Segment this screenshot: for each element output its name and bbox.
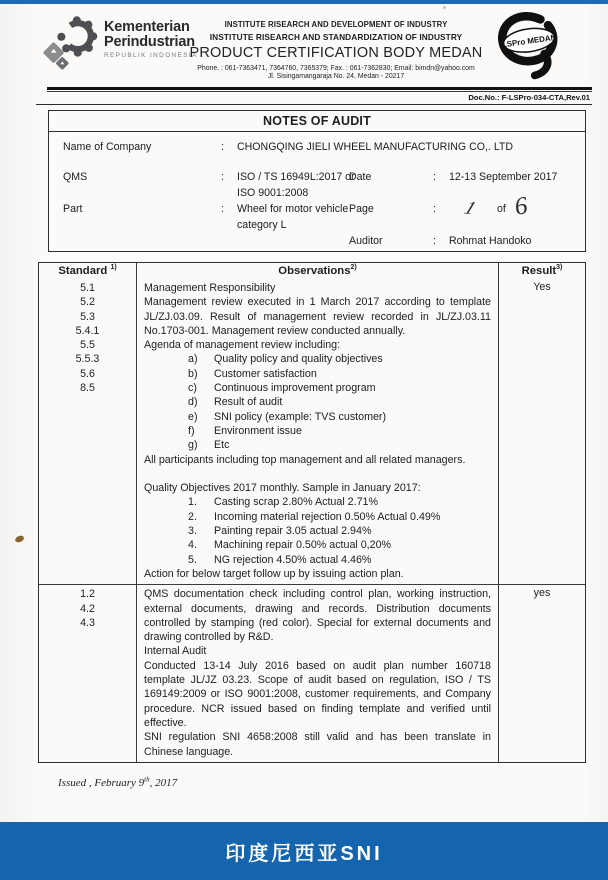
auditor-value: Rohmat Handoko (449, 235, 532, 247)
standard-code: 5.6 (80, 367, 95, 380)
observation-list-item (144, 510, 491, 524)
list-text: NG rejection 4.50% actual 4.46% (214, 553, 372, 566)
part-colon: : (221, 203, 224, 215)
company-value: CHONGQING JIELI WHEEL MANUFACTURING CO,. LTD (237, 141, 514, 153)
standard-code: 1.2 (80, 588, 95, 601)
list-marker: 2. (188, 510, 197, 523)
observation-list-item (144, 538, 491, 552)
bottom-banner (0, 822, 608, 880)
standard-code: 5.4.1 (75, 324, 100, 337)
list-text: Result of audit (214, 396, 283, 409)
auditor-colon: : (433, 235, 436, 247)
header-observations: Observations$^{2)}$ (136, 263, 498, 279)
result-value: yes (533, 587, 551, 600)
audit-table (38, 262, 586, 763)
standard-code: 5.5.3 (75, 353, 100, 366)
list-text: Customer satisfaction (214, 367, 317, 380)
observation-list-item (144, 367, 491, 381)
org-line3: PRODUCT CERTIFICATION BODY MEDAN (189, 45, 483, 61)
document-title: NOTES OF AUDIT (49, 111, 585, 132)
issued-date-line: Issued , February 9th, 2017 (58, 775, 178, 789)
observation-list-item (144, 395, 491, 409)
list-marker: a) (188, 353, 198, 366)
ministry-name-line2: Perindustrian (104, 34, 195, 50)
list-marker: 4. (188, 539, 197, 552)
observations-cell (136, 279, 498, 584)
observation-list-item (144, 381, 491, 395)
list-marker: f) (188, 424, 195, 437)
observation-list-item (144, 524, 491, 538)
date-label: Date (349, 171, 372, 183)
list-text: Environment issue (214, 424, 302, 437)
page-total-handwritten: 6 (512, 192, 530, 221)
standard-code: 5.2 (80, 296, 95, 309)
list-text: Machining repair 0.50% actual 0,20% (214, 539, 392, 552)
list-marker: 3. (188, 525, 197, 538)
part-value-line2: category L (237, 219, 287, 231)
scan-speck (443, 6, 446, 9)
observation-paragraph: Quality Objectives 2017 monthly. Sample in January 2017: (144, 482, 421, 495)
part-value-line1: Wheel for motor vehicle (237, 203, 349, 215)
date-colon: : (433, 171, 436, 183)
org-line1: INSTITUTE RISEARCH AND DEVELOPMENT OF INDUSTRY (224, 20, 448, 29)
observation-list-item (144, 553, 491, 567)
standard-cell (39, 585, 136, 762)
observation-paragraph: All participants including top management and all related managers. (144, 453, 466, 466)
table-row (39, 279, 585, 584)
list-text: Etc (214, 439, 230, 452)
page-of-label: of (497, 203, 506, 215)
list-marker: e) (188, 410, 198, 423)
page-colon: : (433, 203, 436, 215)
observations-cell (136, 585, 498, 762)
observation-list-item (144, 352, 491, 366)
standard-code: 4.3 (80, 616, 95, 629)
observation-paragraph: Management review executed in 1 March 2017 according to template JL/ZJ.03.09. Result of management review recorded in JL/ZJ.03.11 No.1703-001. Management review conducted annually. (144, 296, 491, 337)
header-result: Result$^{3)}$ (498, 263, 585, 279)
standard-code: 5.5 (80, 339, 95, 352)
company-colon: : (221, 141, 224, 153)
ministry-logo-block (42, 16, 198, 72)
audit-table-body (39, 279, 585, 762)
result-cell (498, 585, 585, 762)
list-text: SNI policy (example: TVS customer) (214, 410, 387, 423)
table-row (39, 584, 585, 762)
observation-paragraph: Action for below target follow up by issuing action plan. (144, 567, 404, 580)
letterhead-center (182, 20, 490, 80)
observation-list-item (144, 438, 491, 452)
blank-line (144, 467, 491, 481)
ministry-name-line1: Kementerian (104, 19, 190, 35)
lspro-medan-logo-text: LSPro MEDAN (501, 32, 557, 50)
list-text: Continuous improvement program (214, 382, 376, 395)
date-value: 12-13 September 2017 (449, 171, 558, 183)
auditor-label: Auditor (349, 235, 383, 247)
standard-cell (39, 279, 136, 584)
contact-line: Phone. : 061-7363471, 7364760, 7365379; Fax. : 061-7362830; Email: bimdn@yahoo.com (197, 65, 475, 72)
list-text: Quality policy and quality objectives (214, 353, 383, 366)
table-header-row (39, 263, 585, 279)
list-marker: g) (188, 439, 198, 452)
observation-paragraph: Internal Audit (144, 645, 207, 658)
docno-divider-rule (36, 104, 592, 105)
observation-paragraph: QMS documentation check including control plan, working instruction, external documents, drawing and records. Distribution documents controlled by stamping (red color). Special for external documents and drawing controlled by R&D. (144, 588, 491, 644)
qms-colon: : (221, 171, 224, 183)
ink-stain (14, 535, 24, 543)
page-label: Page (349, 203, 374, 215)
standard-code: 5.1 (80, 282, 95, 294)
result-cell (498, 279, 585, 584)
qms-value-line2: ISO 9001:2008 (237, 187, 309, 199)
list-text: Painting repair 3.05 actual 2.94% (214, 525, 372, 538)
org-line2: INSTITUTE RISEARCH AND STANDARDIZATION OF INDUSTRY (209, 32, 463, 42)
lspro-medan-logo-icon (490, 8, 568, 84)
standard-code: 8.5 (80, 382, 95, 395)
observation-paragraph: Management Responsibility (144, 282, 276, 294)
list-text: Casting scrap 2.80% Actual 2.71% (214, 496, 378, 509)
banner-text: 印度尼西亚SNI (225, 842, 383, 865)
observation-list-item (144, 424, 491, 438)
qms-value-line1: ISO / TS 16949L:2017 or (237, 171, 355, 183)
address-line: Jl. Sisingamangaraja No. 24, Medan - 20217 (267, 73, 405, 80)
header-divider-rule (47, 87, 592, 92)
qms-label: QMS (63, 171, 88, 183)
standard-code: 4.2 (80, 602, 95, 615)
list-marker: b) (188, 367, 198, 380)
observation-list-item (144, 410, 491, 424)
list-text: Incoming material rejection 0.50% Actual 0.49% (214, 510, 441, 523)
page-current-handwritten: 1 (461, 197, 479, 220)
audit-info-box (48, 110, 586, 252)
observation-paragraph: Conducted 13-14 July 2016 based on audit plan number 160718 template JL/JZ 03.23. Scope of audit based on regulation, ISO / TS 169149:2009 or ISO 9001:2008, customer requirements, and Company procedure. NCR issued based on finding template and verified until effective. (144, 659, 491, 729)
list-marker: 5. (188, 553, 197, 566)
top-blue-bar (0, 0, 608, 4)
list-marker: c) (188, 382, 197, 395)
observation-list-item (144, 495, 491, 509)
doc-number: Doc.No.: F-LSPro-034-CTA,Rev.01 (468, 93, 590, 102)
list-marker: d) (188, 396, 198, 409)
observation-paragraph: Agenda of management review including: (144, 339, 341, 352)
part-label: Part (63, 203, 83, 215)
standard-code: 5.3 (80, 310, 95, 323)
ministry-name-line3: REPUBLIK INDONESIA (104, 52, 198, 59)
header-standard: Standard $^{1)}$ (58, 264, 117, 277)
result-value: Yes (533, 281, 551, 293)
gear-icon (42, 16, 100, 72)
list-marker: 1. (188, 496, 197, 509)
observation-paragraph: SNI regulation SNI 4658:2008 still valid and has been translate in Chinese language. (144, 731, 491, 758)
company-label: Name of Company (63, 141, 152, 153)
